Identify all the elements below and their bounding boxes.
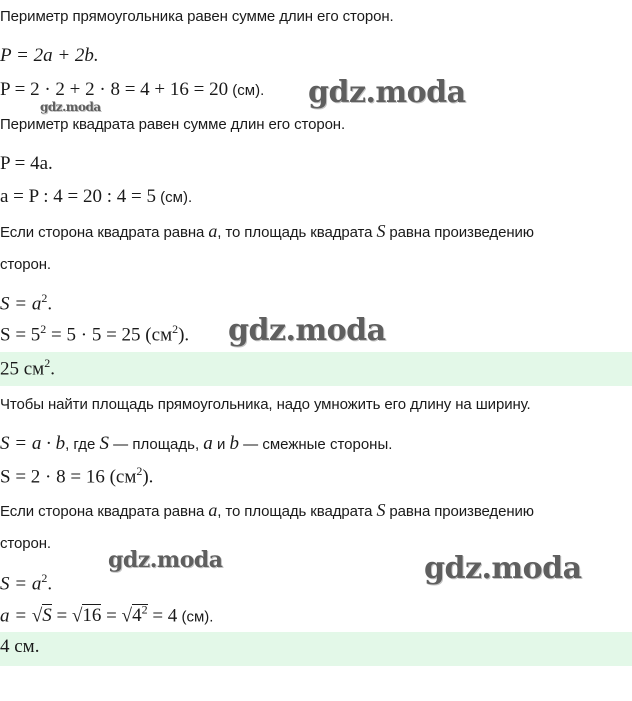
watermark: gdz.moda [40, 100, 101, 114]
exponent: 2 [40, 322, 47, 336]
base: 4 [132, 605, 142, 627]
answer-box [0, 352, 632, 386]
watermark: gdz.moda [308, 75, 466, 110]
text: Если сторона квадрата равна [0, 224, 209, 241]
formula-line [0, 291, 52, 315]
text-line [0, 500, 534, 521]
text-line [0, 221, 534, 242]
formula: . [47, 293, 53, 315]
formula: S = 2 · 8 = 16 (см [0, 466, 137, 488]
text: , то площадь квадрата [217, 503, 377, 520]
text-line: сторон. [0, 535, 51, 552]
sqrt-argument [132, 604, 148, 626]
variable: S [99, 433, 109, 454]
text: равна произведению [385, 503, 534, 520]
answer-box [0, 632, 632, 666]
formula-line [0, 322, 189, 346]
formula-line [0, 464, 153, 488]
watermark: gdz.moda [424, 551, 582, 586]
sqrt-argument: 16 [82, 605, 102, 627]
text-line: сторон. [0, 256, 51, 273]
formula: S = a [0, 573, 42, 595]
answer-value: 4 см. [0, 636, 40, 657]
variable: S [42, 605, 52, 627]
variable: S [376, 500, 386, 520]
formula: P = 4a. [0, 153, 53, 174]
text: и [212, 436, 230, 453]
answer-text [0, 356, 55, 380]
formula: S = a · b [0, 433, 66, 454]
answer-text [0, 636, 39, 658]
formula-line [0, 45, 99, 67]
formula: = 5 · 5 = 25 (см [46, 324, 173, 346]
text: равна произведению [385, 224, 534, 241]
formula: = 4 [147, 605, 178, 627]
text: — площадь, [108, 436, 204, 453]
text: — смежные стороны. [239, 436, 393, 453]
watermark: gdz.moda [228, 313, 386, 348]
formula: ). [178, 324, 190, 346]
answer-value: . [50, 358, 55, 380]
variable: S [376, 221, 386, 241]
formula: a = P : 4 = 20 : 4 = 5 [0, 186, 156, 207]
text: , где [65, 436, 100, 453]
answer-value: 25 см [0, 358, 45, 380]
sqrt-argument [42, 604, 52, 626]
exponent: 2 [141, 603, 148, 617]
exponent: 2 [41, 571, 48, 585]
formula: = [101, 605, 122, 627]
formula-line [0, 186, 192, 208]
exponent: 2 [172, 322, 179, 336]
formula-line [0, 571, 52, 595]
text: , то площадь квадрата [217, 224, 377, 241]
variable: a [208, 221, 218, 241]
sqrt-symbol: √ [31, 605, 43, 627]
watermark: gdz.moda [108, 547, 223, 573]
exponent: 2 [44, 356, 51, 370]
text: Если сторона квадрата равна [0, 503, 209, 520]
variable: a [208, 500, 218, 520]
exponent: 2 [136, 464, 143, 478]
text-line: Периметр прямоугольника равен сумме длин его сторон. [0, 8, 394, 25]
text-line: Чтобы найти площадь прямоугольника, надо умножить его длину на ширину. [0, 396, 531, 413]
sqrt-symbol: √ [121, 605, 133, 627]
formula-line [0, 153, 53, 175]
formula-line [0, 603, 213, 627]
sqrt-symbol: √ [71, 605, 83, 627]
variable: b [229, 433, 240, 454]
formula: ). [142, 466, 154, 488]
formula-line [0, 79, 264, 101]
formula: = [51, 605, 72, 627]
variable: a [203, 433, 213, 454]
unit: (см). [156, 189, 193, 206]
formula: . [47, 573, 53, 595]
formula: a = [0, 605, 32, 627]
unit: (см). [228, 82, 265, 99]
text-line: Периметр квадрата равен сумме длин его сторон. [0, 116, 346, 133]
formula: S = 5 [0, 324, 41, 346]
exponent: 2 [41, 291, 48, 305]
formula: P = 2 · 2 + 2 · 8 = 4 + 16 = 20 [0, 79, 229, 100]
unit: (см). [177, 608, 214, 626]
formula-line [0, 433, 392, 455]
formula: S = a [0, 293, 42, 315]
formula: P = 2a + 2b. [0, 45, 99, 66]
